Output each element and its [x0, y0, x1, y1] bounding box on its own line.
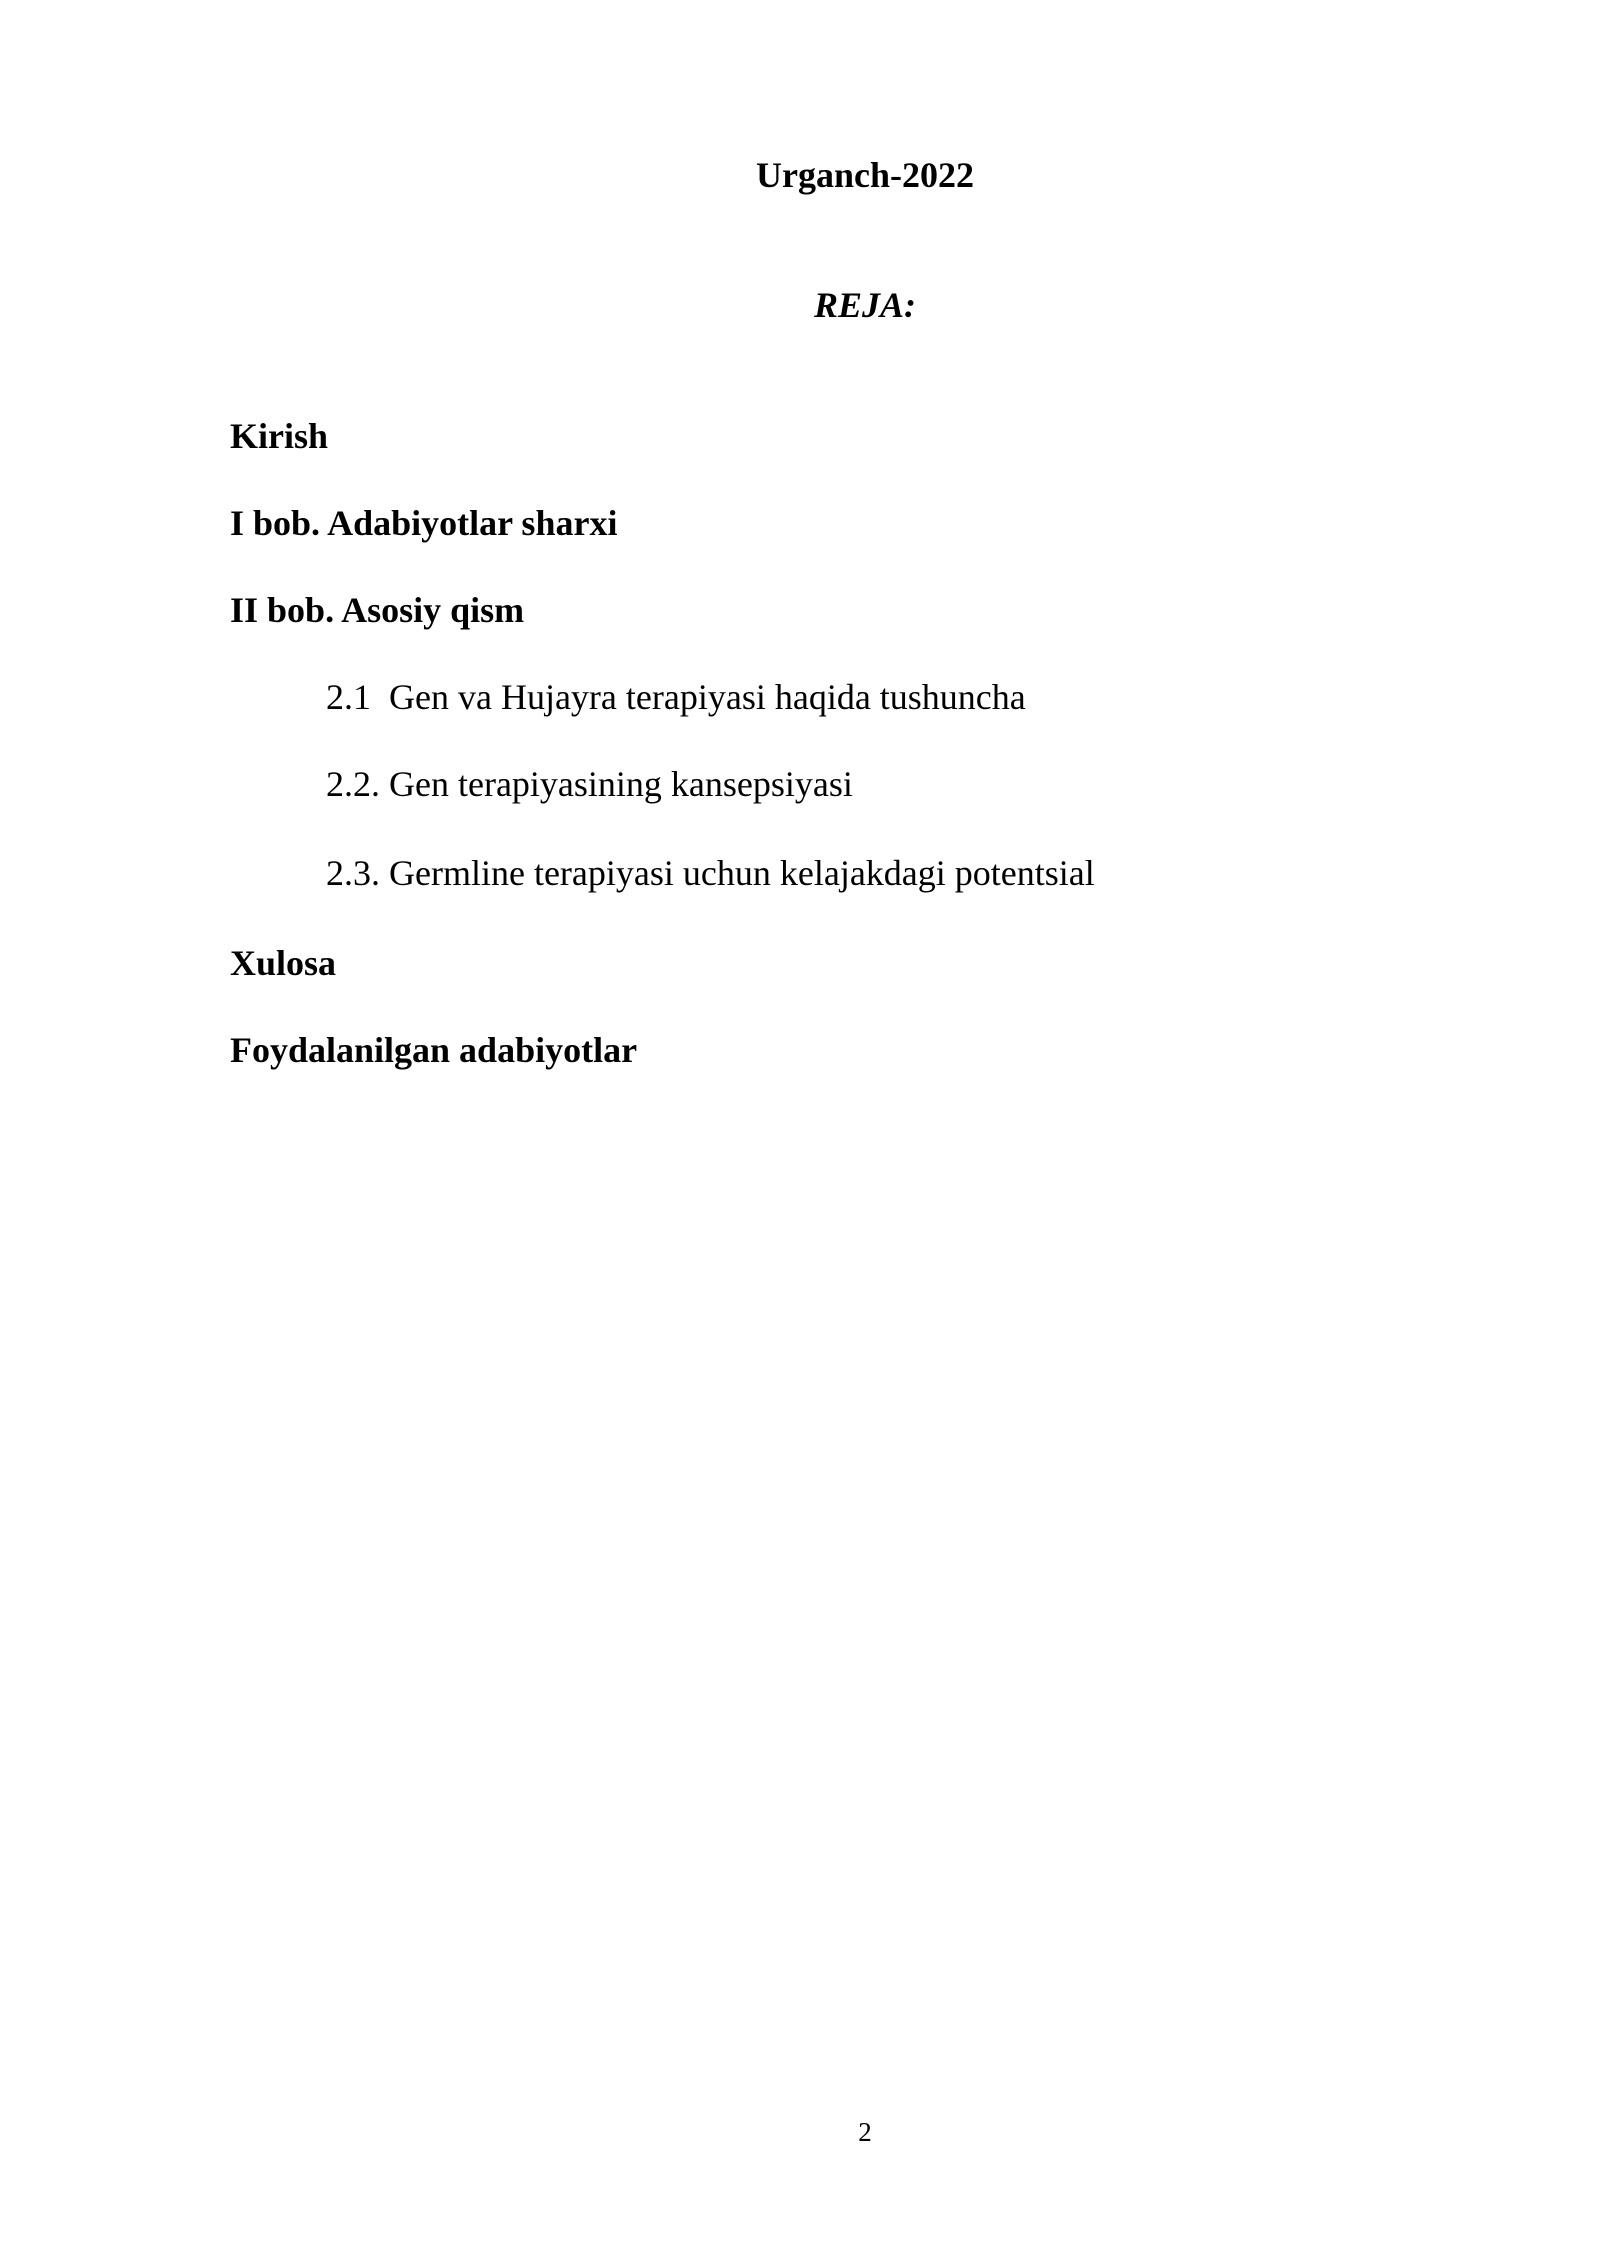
toc-item-section-2-3: 2.3. Germline terapiyasi uchun kelajakdagi potentsial: [326, 853, 1095, 893]
toc-item-intro: Kirish: [230, 416, 329, 456]
toc-item-chapter-1: I bob. Adabiyotlar sharxi: [230, 503, 618, 543]
toc-item-section-2-2: 2.2. Gen terapiyasining kansepsiyasi: [326, 764, 853, 804]
page-number: 2: [858, 2117, 872, 2147]
toc-item-references: Foydalanilgan adabiyotlar: [230, 1030, 638, 1070]
toc-item-conclusion: Xulosa: [230, 943, 337, 983]
plan-title: REJA:: [813, 285, 917, 325]
toc-item-section-2-1: 2.1 Gen va Hujayra terapiyasi haqida tushuncha: [326, 677, 1026, 717]
city-year-heading: Urganch-2022: [756, 155, 974, 195]
toc-item-chapter-2: II bob. Asosiy qism: [230, 590, 525, 630]
